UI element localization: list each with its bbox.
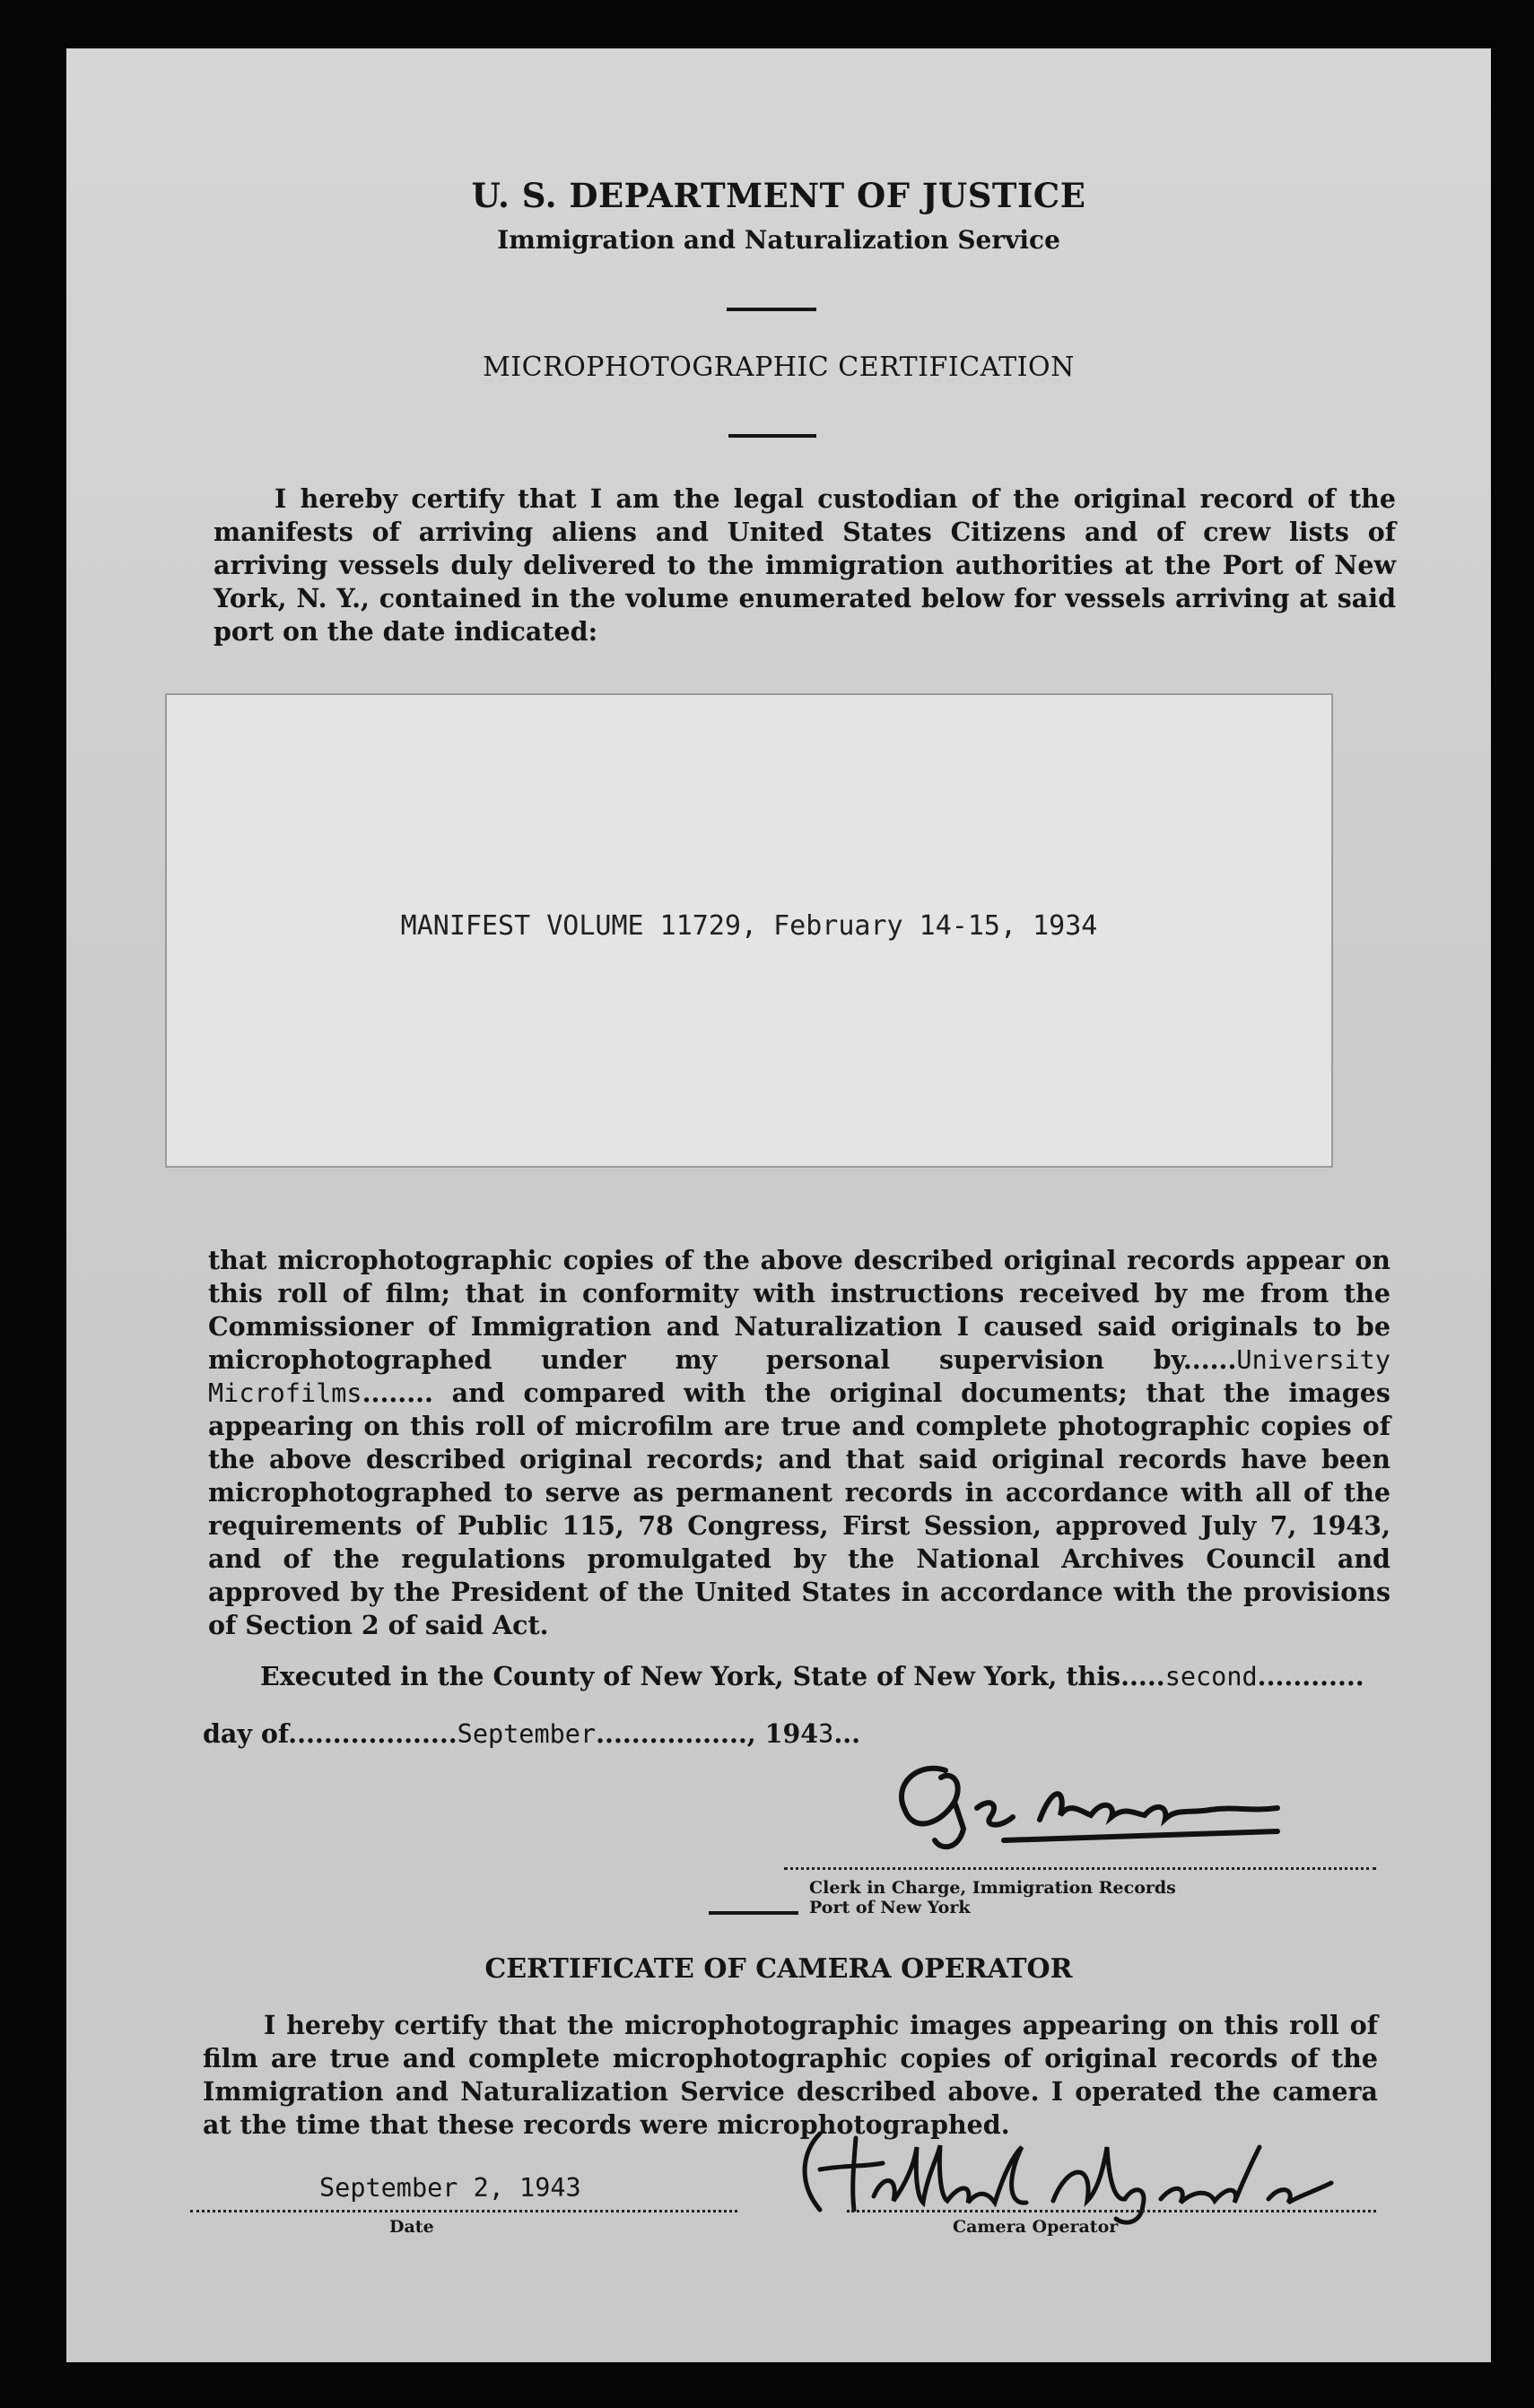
manifest-volume-text: MANIFEST VOLUME 11729, February 14-15, 1934: [400, 910, 1098, 942]
execution-year-digit: 3: [818, 1719, 834, 1749]
date-line: [190, 2210, 737, 2212]
operator-signature-line: [847, 2210, 1376, 2212]
day-of-line: day of...................September................., 1943...: [203, 1718, 861, 1749]
execution-prefix: Executed in the County of New York, State of New York, this: [260, 1661, 1121, 1691]
execution-line: Executed in the County of New York, State of New York, this.....second............: [260, 1661, 1364, 1691]
execution-day: second: [1164, 1662, 1258, 1691]
clerk-signature-line: [784, 1867, 1376, 1870]
clerk-signature: [856, 1734, 1358, 1878]
body-text-part1: that microphotographic copies of the above described original records appear on this roll of film; that in conformity with instructions received by me from the Commissioner of Immigration and Naturalization I caused said originals to be microphotographed under my personal supervision by: [208, 1245, 1390, 1375]
operator-date-value: September 2, 1943: [319, 2173, 581, 2203]
camera-operator-statement: I hereby certify that the microphotographic images appearing on this roll of film are true and complete microphotographic copies of original records of the Immigration and Naturalization Service described above. I operated the camera at the time that these records were microphotographed.: [203, 2010, 1378, 2140]
execution-year-prefix: , 194: [746, 1718, 819, 1749]
service-subheading: Immigration and Naturalization Service: [497, 225, 1060, 255]
camera-operator-title: CERTIFICATE OF CAMERA OPERATOR: [484, 1953, 1073, 1985]
clerk-location: Port of New York: [809, 1898, 971, 1917]
divider-rule: [728, 434, 816, 438]
intro-paragraph: I hereby certify that I am the legal custodian of the original record of the manifests of arriving aliens and United States Citizens and of crew lists of arriving vessels duly delivered to the immigration authorities at the Port of New York, N. Y., contained in the volume enumerated below for vessels arriving at said port on the date indicated:: [214, 483, 1396, 647]
operator-label: Camera Operator: [953, 2217, 1119, 2237]
certification-title: MICROPHOTOGRAPHIC CERTIFICATION: [483, 352, 1075, 383]
divider-rule: [727, 308, 816, 311]
department-heading: U. S. DEPARTMENT OF JUSTICE: [471, 176, 1086, 215]
body-paragraph: that microphotographic copies of the above described original records appear on this roll of film; that in conformity with instructions received by me from the Commissioner of Immigration and Naturalization I caused said originals to be microphotographed under my personal supervision by......University Microfilms........ and compared with the original documents; that the images appearing on this roll of microfilm are true and complete photographic copies of the above described original records; and that said original records have been microphotographed to serve as permanent records in accordance with all of the requirements of Public 115, 78 Congress, First Session, approved July 7, 1943, and of the regulations promulgated by the National Archives Council and approved by the President of the United States in accordance with the provisions of Section 2 of said Act.: [208, 1245, 1390, 1640]
date-label: Date: [389, 2217, 434, 2237]
execution-month: September: [457, 1719, 597, 1749]
divider-rule: [709, 1911, 798, 1915]
document-sheet: [66, 48, 1491, 2362]
supervisor-name: University Microfilms: [208, 1345, 1390, 1408]
clerk-title: Clerk in Charge, Immigration Records: [809, 1878, 1176, 1898]
day-of-label: day of: [203, 1718, 289, 1749]
manifest-volume-card: [165, 693, 1333, 1168]
body-text-part2: and compared with the original documents; that the images appearing on this roll of microfilm are true and complete photographic copies of the above described original records; and that said original records have been microphotographed to serve as permanent records in accordance with all of the requirements of Public 115, 78 Congress, First Session, approved July 7, 1943, and of the regulations promulgated by the National Archives Council and approved by the President of the United States in accordance with the provisions of Section 2 of said Act.: [208, 1378, 1390, 1640]
